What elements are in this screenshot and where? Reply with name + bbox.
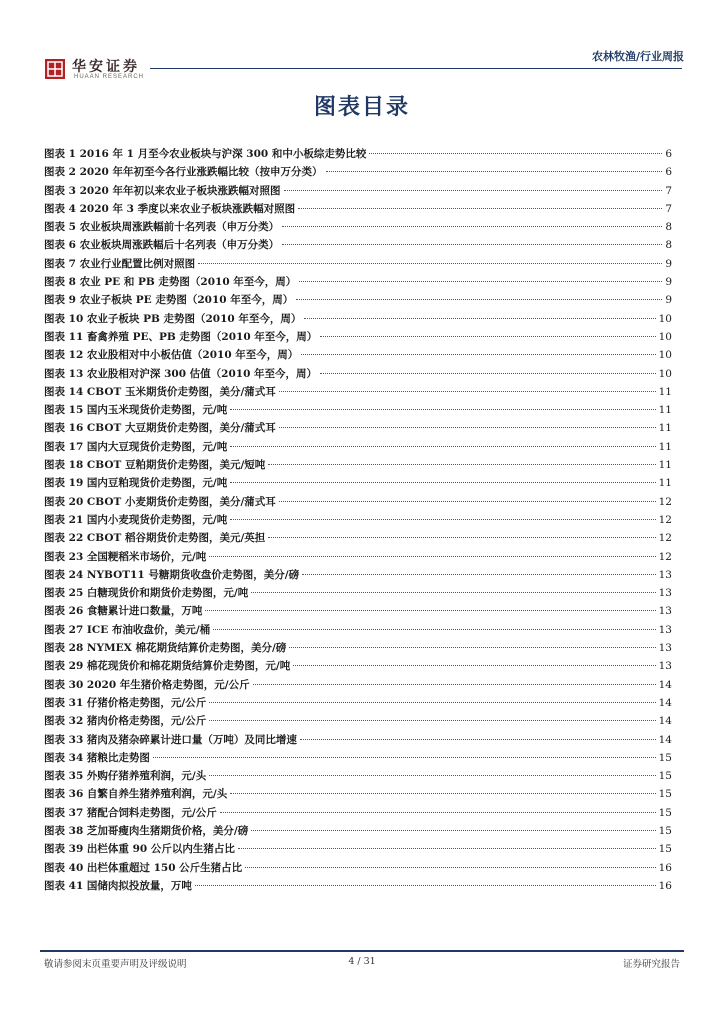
toc-dot-leader: [209, 556, 655, 557]
toc-entry-page: 11: [658, 477, 672, 490]
toc-entry-label: 图表 36 自繁自养生猪养殖利润，元/头: [44, 788, 228, 801]
toc-entry-label: 图表 7 农业行业配置比例对照图: [44, 257, 196, 270]
toc-entry[interactable]: [44, 164, 672, 182]
toc-dot-leader: [320, 336, 655, 337]
toc-entry-label: 图表 17 国内大豆现货价走势图，元/吨: [44, 440, 228, 453]
toc-dot-leader: [282, 244, 662, 245]
toc-entry-page: 8: [665, 221, 672, 234]
toc-dot-leader: [299, 281, 662, 282]
toc-entry-label: 图表 22 CBOT 稻谷期货价走势图，美元/英担: [44, 532, 266, 545]
toc-dot-leader: [209, 775, 655, 776]
toc-entry-label: 图表 5 农业板块周涨跌幅前十名列表（申万分类）: [44, 221, 280, 234]
toc-entry[interactable]: [44, 292, 672, 310]
footer-page-number: 4 / 31: [348, 956, 376, 967]
toc-dot-leader: [300, 739, 656, 740]
toc-entry-label: 图表 9 农业子板块 PE 走势图（2010 年至今，周）: [44, 294, 294, 307]
toc-entry-label: 图表 11 畜禽养殖 PE、PB 走势图（2010 年至今，周）: [44, 330, 318, 343]
toc-entry-page: 11: [658, 459, 672, 472]
toc-entry[interactable]: [44, 219, 672, 237]
toc-entry[interactable]: [44, 512, 672, 530]
toc-entry-label: 图表 31 仔猪价格走势图，元/公斤: [44, 696, 207, 709]
toc-entry-label: 图表 37 猪配合饲料走势图，元/公斤: [44, 806, 217, 819]
toc-entry[interactable]: [44, 732, 672, 750]
toc-entry[interactable]: [44, 786, 672, 804]
toc-dot-leader: [230, 482, 655, 483]
toc-entry-page: 10: [658, 330, 672, 343]
toc-entry-page: 11: [658, 422, 672, 435]
toc-entry-page: 11: [658, 440, 672, 453]
toc-entry-page: 13: [658, 623, 672, 636]
toc-entry[interactable]: [44, 750, 672, 768]
toc-entry[interactable]: [44, 494, 672, 512]
toc-entry-page: 6: [665, 166, 672, 179]
toc-entry[interactable]: [44, 274, 672, 292]
toc-entry-label: 图表 35 外购仔猪养殖利润，元/头: [44, 770, 207, 783]
toc-entry-label: 图表 29 棉花现货价和棉花期货结算价走势图，元/吨: [44, 660, 291, 673]
toc-entry-page: 9: [665, 294, 672, 307]
toc-entry[interactable]: [44, 329, 672, 347]
toc-dot-leader: [209, 702, 655, 703]
header-divider: [150, 68, 682, 69]
toc-entry[interactable]: [44, 256, 672, 274]
toc-entry-page: 10: [658, 312, 672, 325]
toc-entry-label: 图表 10 农业子板块 PB 走势图（2010 年至今，周）: [44, 312, 302, 325]
toc-dot-leader: [298, 208, 662, 209]
table-of-figures: [44, 146, 672, 896]
toc-dot-leader: [284, 190, 663, 191]
toc-entry-page: 7: [665, 184, 672, 197]
toc-entry[interactable]: [44, 402, 672, 420]
toc-entry-page: 13: [658, 587, 672, 600]
toc-entry-label: 图表 8 农业 PE 和 PB 走势图（2010 年至今，周）: [44, 276, 297, 289]
page-header: [0, 0, 724, 80]
toc-dot-leader: [289, 647, 655, 648]
company-logo-text: 华安证券: [72, 59, 140, 75]
toc-entry-page: 14: [658, 715, 672, 728]
toc-entry-page: 15: [658, 843, 672, 856]
toc-entry-page: 13: [658, 568, 672, 581]
toc-dot-leader: [304, 318, 655, 319]
toc-entry-label: 图表 21 国内小麦现货价走势图，元/吨: [44, 513, 228, 526]
toc-entry-page: 15: [658, 751, 672, 764]
toc-entry[interactable]: [44, 658, 672, 676]
toc-entry-page: 12: [658, 532, 672, 545]
footer-disclaimer: 敬请参阅末页重要声明及评级说明: [44, 959, 187, 970]
toc-entry-page: 14: [658, 733, 672, 746]
toc-entry[interactable]: [44, 237, 672, 255]
toc-entry[interactable]: [44, 530, 672, 548]
toc-dot-leader: [220, 812, 656, 813]
toc-entry-label: 图表 28 NYMEX 棉花期货结算价走势图，美分/磅: [44, 642, 287, 655]
toc-entry-label: 图表 38 芝加哥瘦肉生猪期货价格，美分/磅: [44, 824, 249, 837]
toc-entry[interactable]: [44, 457, 672, 475]
toc-entry-page: 7: [665, 202, 672, 215]
toc-entry-page: 14: [658, 696, 672, 709]
toc-entry-page: 16: [658, 861, 672, 874]
toc-entry-page: 15: [658, 824, 672, 837]
toc-dot-leader: [320, 373, 656, 374]
toc-entry-label: 图表 1 2016 年 1 月至今农业板块与沪深 300 和中小板综走势比较: [44, 148, 367, 160]
toc-entry[interactable]: [44, 603, 672, 621]
toc-entry-label: 图表 32 猪肉价格走势图，元/公斤: [44, 715, 207, 728]
toc-entry-label: 图表 15 国内玉米现货价走势图，元/吨: [44, 404, 228, 417]
toc-entry[interactable]: [44, 860, 672, 878]
company-seal-icon: [44, 58, 66, 80]
toc-entry-label: 图表 33 猪肉及猪杂碎累计进口量（万吨）及同比增速: [44, 733, 297, 746]
toc-dot-leader: [282, 226, 662, 227]
toc-dot-leader: [230, 793, 655, 794]
toc-entry[interactable]: [44, 567, 672, 585]
toc-entry-page: 8: [665, 239, 672, 252]
toc-entry-label: 图表 13 农业股相对沪深 300 估值（2010 年至今，周）: [44, 367, 318, 380]
toc-entry-label: 图表 12 农业股相对中小板估值（2010 年至今，周）: [44, 349, 299, 362]
toc-dot-leader: [279, 501, 656, 502]
toc-dot-leader: [238, 848, 656, 849]
toc-dot-leader: [302, 574, 655, 575]
toc-entry[interactable]: [44, 420, 672, 438]
toc-entry[interactable]: [44, 622, 672, 640]
footer-divider: [40, 950, 684, 952]
toc-entry-page: 15: [658, 770, 672, 783]
toc-dot-leader: [251, 830, 655, 831]
toc-entry-label: 图表 27 ICE 布油收盘价，美元/桶: [44, 623, 211, 636]
page-title: 图表目录: [313, 94, 410, 120]
toc-entry[interactable]: [44, 384, 672, 402]
toc-entry-page: 12: [658, 495, 672, 508]
toc-entry-label: 图表 30 2020 年生猪价格走势图，元/公斤: [44, 678, 250, 691]
toc-dot-leader: [209, 720, 655, 721]
toc-entry-page: 12: [658, 550, 672, 563]
toc-entry[interactable]: [44, 475, 672, 493]
toc-entry[interactable]: [44, 805, 672, 823]
toc-dot-leader: [369, 153, 662, 154]
toc-dot-leader: [253, 684, 656, 685]
toc-dot-leader: [293, 665, 655, 666]
toc-entry-label: 图表 26 食糖累计进口数量，万吨: [44, 605, 203, 618]
toc-entry[interactable]: [44, 695, 672, 713]
toc-dot-leader: [205, 610, 655, 611]
toc-entry[interactable]: [44, 311, 672, 329]
toc-entry-label: 图表 39 出栏体重 90 公斤以内生猪占比: [44, 843, 235, 856]
company-logo-subtext: HUAAN RESEARCH: [74, 74, 145, 80]
toc-entry-label: 图表 34 猪粮比走势图: [44, 751, 150, 764]
toc-entry[interactable]: [44, 146, 672, 164]
toc-dot-leader: [301, 354, 655, 355]
toc-entry-label: 图表 16 CBOT 大豆期货价走势图，美分/蒲式耳: [44, 422, 276, 435]
toc-entry-page: 11: [658, 385, 672, 398]
toc-entry-page: 13: [658, 605, 672, 618]
toc-dot-leader: [279, 391, 656, 392]
toc-dot-leader: [251, 592, 655, 593]
toc-entry-label: 图表 24 NYBOT11 号糖期货收盘价走势图，美分/磅: [44, 568, 300, 581]
toc-entry[interactable]: [44, 768, 672, 786]
toc-entry[interactable]: [44, 713, 672, 731]
toc-entry[interactable]: [44, 347, 672, 365]
toc-dot-leader: [153, 757, 656, 758]
toc-entry-page: 13: [658, 642, 672, 655]
toc-dot-leader: [268, 537, 655, 538]
toc-dot-leader: [326, 171, 663, 172]
toc-entry-page: 13: [658, 660, 672, 673]
report-category: 农林牧渔/行业周报: [591, 50, 684, 63]
toc-dot-leader: [230, 409, 655, 410]
toc-entry-page: 9: [665, 257, 672, 270]
toc-dot-leader: [198, 263, 662, 264]
toc-entry-label: 图表 25 白糖现货价和期货价走势图，元/吨: [44, 587, 249, 600]
toc-entry-label: 图表 41 国储肉拟投放量，万吨: [44, 879, 192, 892]
toc-entry-page: 10: [658, 349, 672, 362]
toc-entry-page: 14: [658, 678, 672, 691]
toc-entry-page: 9: [665, 276, 672, 289]
toc-entry-page: 12: [658, 513, 672, 526]
toc-entry[interactable]: [44, 640, 672, 658]
toc-entry[interactable]: [44, 201, 672, 219]
toc-dot-leader: [230, 446, 655, 447]
toc-entry-page: 16: [658, 879, 672, 892]
toc-entry-page: 15: [658, 788, 672, 801]
toc-entry-label: 图表 3 2020 年年初以来农业子板块涨跌幅对照图: [44, 184, 281, 197]
toc-entry-label: 图表 40 出栏体重超过 150 公斤生猪占比: [44, 861, 243, 874]
toc-dot-leader: [230, 519, 655, 520]
toc-entry[interactable]: [44, 549, 672, 567]
toc-entry[interactable]: [44, 823, 672, 841]
toc-entry-label: 图表 23 全国粳稻米市场价，元/吨: [44, 550, 207, 563]
toc-entry-label: 图表 20 CBOT 小麦期货价走势图，美分/蒲式耳: [44, 495, 276, 508]
toc-entry[interactable]: [44, 439, 672, 457]
toc-dot-leader: [213, 629, 655, 630]
toc-entry[interactable]: [44, 878, 672, 896]
toc-entry-label: 图表 18 CBOT 豆粕期货价走势图，美元/短吨: [44, 459, 266, 472]
toc-entry-label: 图表 4 2020 年 3 季度以来农业子板块涨跌幅对照图: [44, 202, 296, 215]
toc-entry[interactable]: [44, 366, 672, 384]
toc-dot-leader: [296, 299, 662, 300]
toc-entry[interactable]: [44, 585, 672, 603]
toc-entry-page: 10: [658, 367, 672, 380]
toc-entry[interactable]: [44, 183, 672, 201]
toc-entry-page: 15: [658, 806, 672, 819]
toc-dot-leader: [195, 885, 656, 886]
footer-doc-type: 证券研究报告: [622, 959, 680, 970]
toc-dot-leader: [279, 427, 656, 428]
toc-entry[interactable]: [44, 841, 672, 859]
toc-entry[interactable]: [44, 677, 672, 695]
toc-entry-label: 图表 2 2020 年年初至今各行业涨跌幅比较（按申万分类）: [44, 166, 323, 179]
toc-entry-label: 图表 14 CBOT 玉米期货价走势图，美分/蒲式耳: [44, 385, 276, 398]
toc-entry-label: 图表 19 国内豆粕现货价走势图，元/吨: [44, 477, 228, 490]
toc-entry-page: 11: [658, 404, 672, 417]
toc-dot-leader: [268, 464, 655, 465]
toc-entry-label: 图表 6 农业板块周涨跌幅后十名列表（申万分类）: [44, 239, 280, 252]
toc-dot-leader: [245, 867, 655, 868]
toc-entry-page: 6: [665, 148, 672, 160]
